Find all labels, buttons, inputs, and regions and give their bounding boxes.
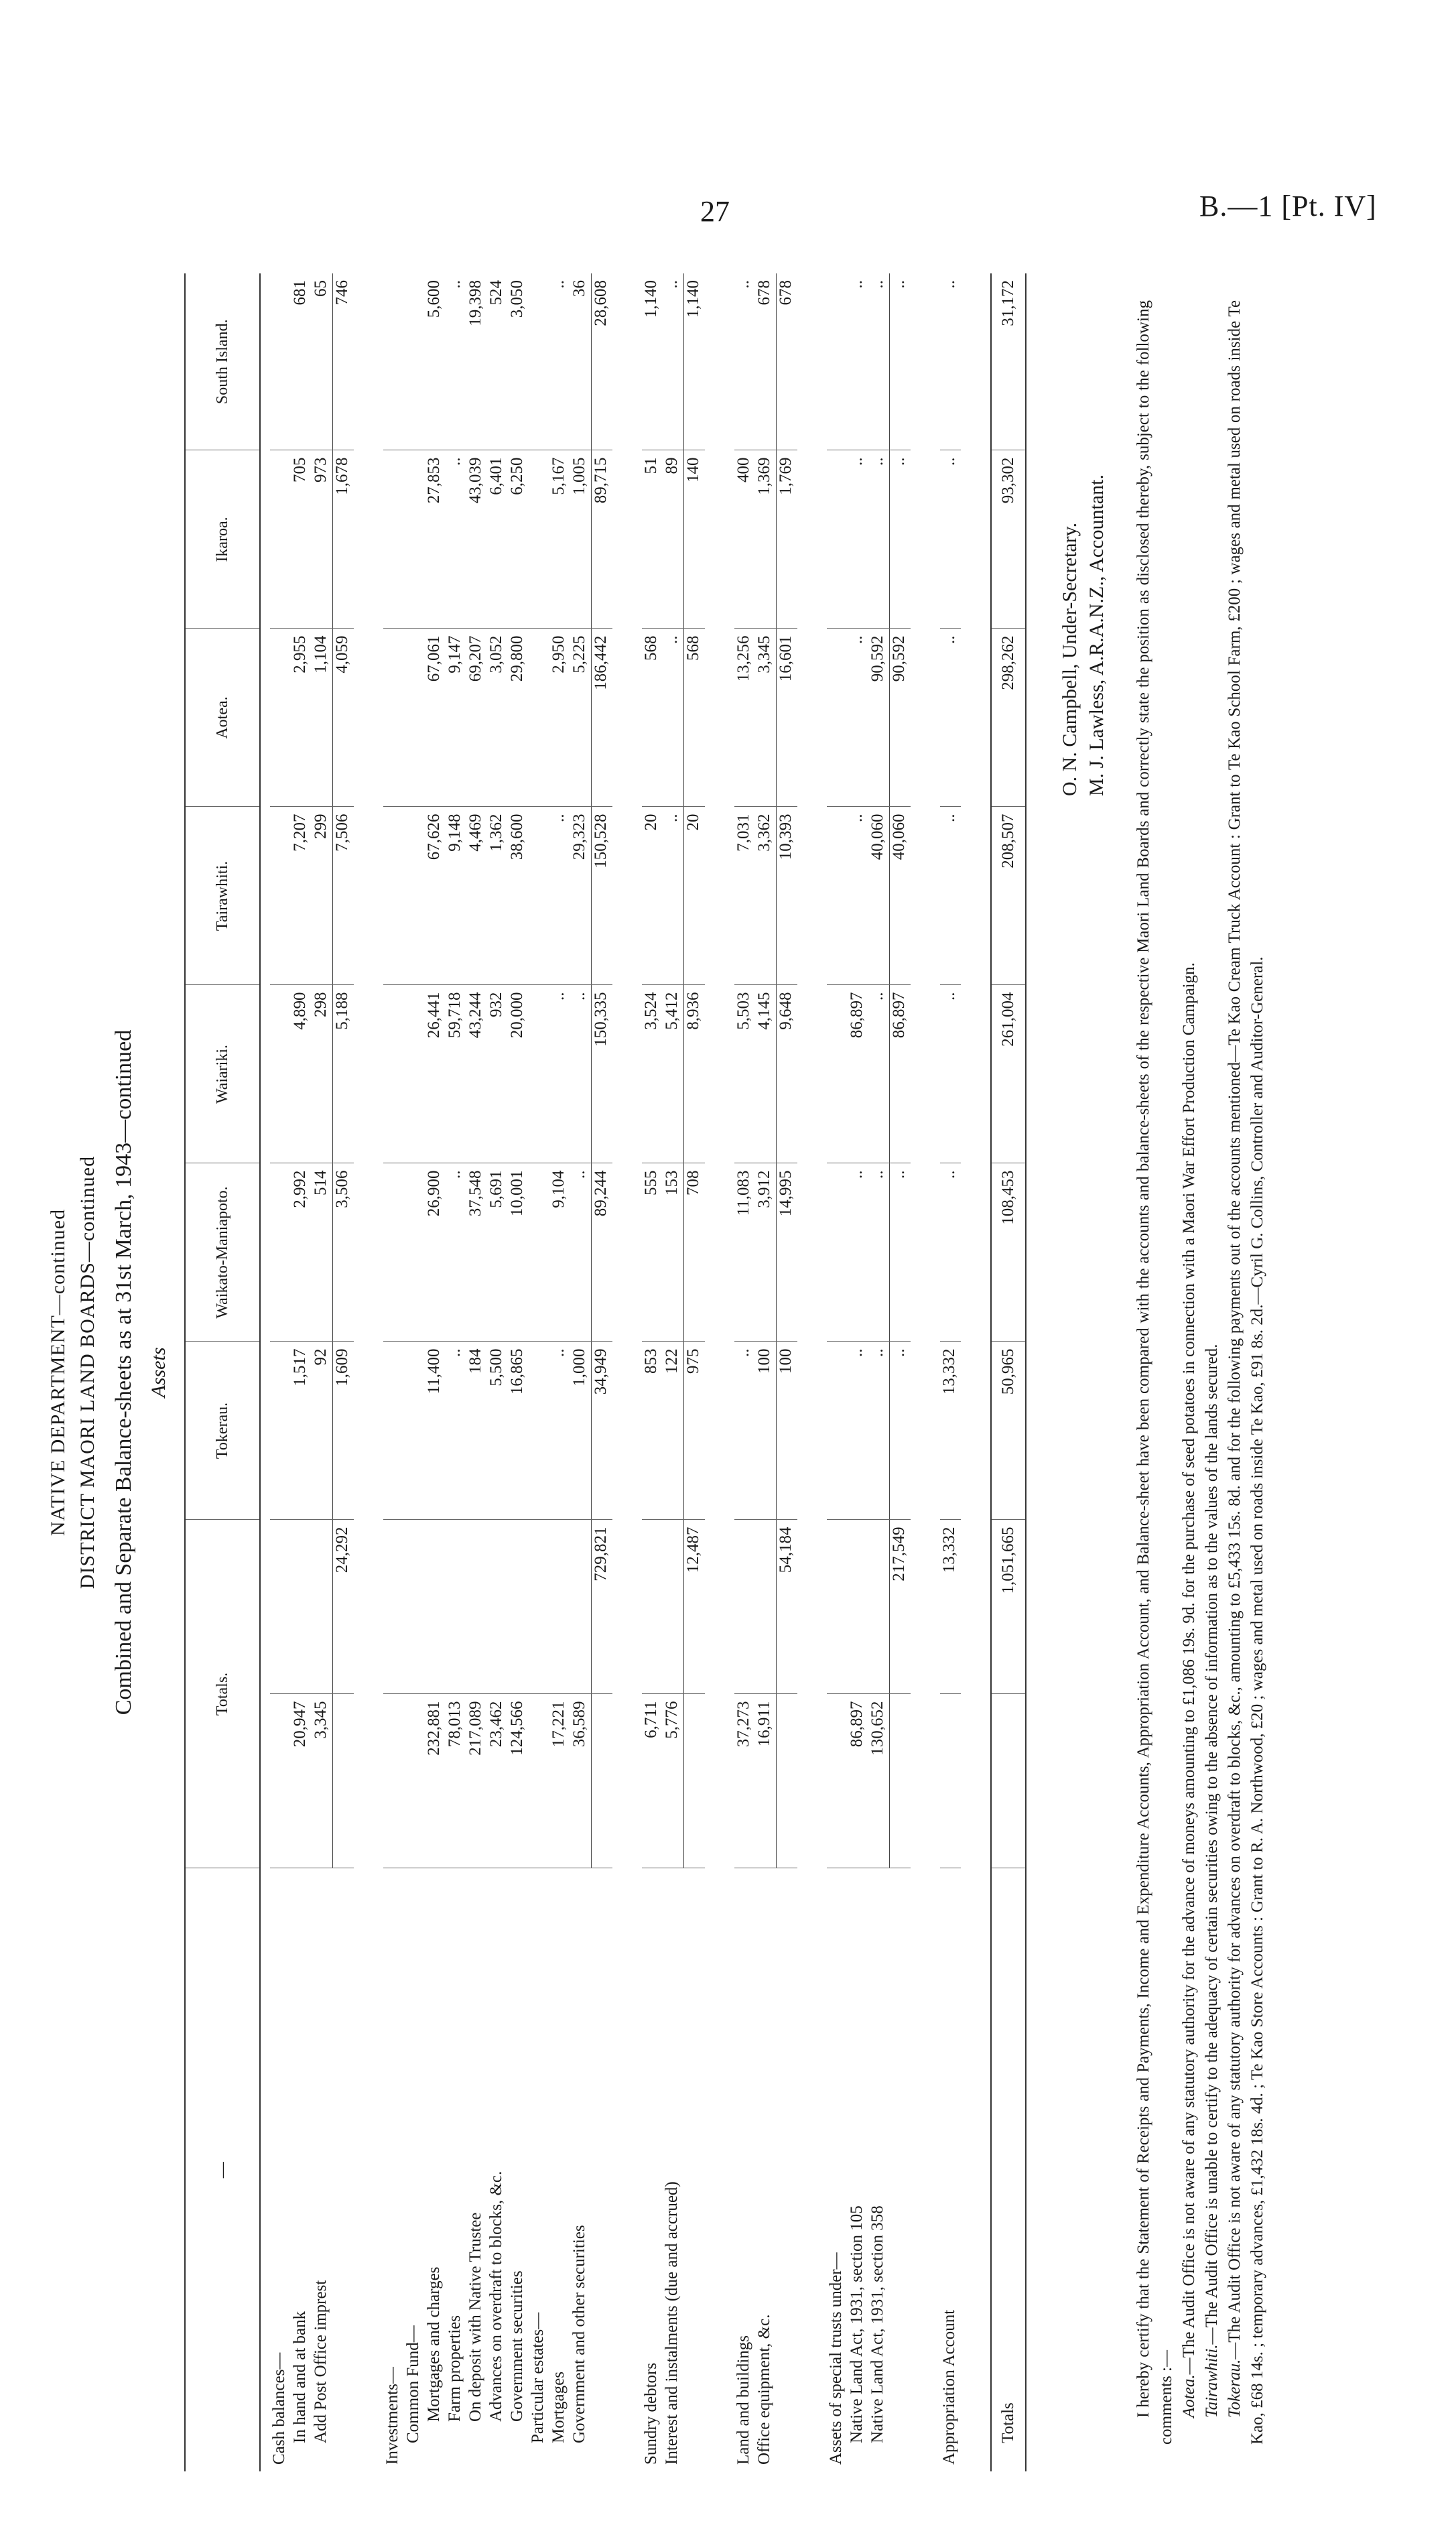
cell-value: 3,524 [642,985,663,1163]
cell-value: 3,050 [508,273,529,450]
cell-value: 26,900 [425,1163,446,1342]
table-row [570,273,592,2471]
cell-totals-items: 20,947 [291,1694,312,1868]
cell-value: 2,950 [549,629,570,807]
row-label: Office equipment, &c. [755,2314,773,2465]
page-reference: B.—1 [Pt. IV] [1199,190,1377,222]
cell-value: 20 [642,807,663,985]
comment-title: Aotea. [1180,2374,1198,2418]
cell-value: 524 [487,273,508,450]
table-row [940,273,961,2471]
table-row [312,273,333,2471]
cell-value: .. [940,629,961,807]
row-trusts-heading [827,273,848,2471]
cell-value: 3,506 [333,1163,354,1342]
cell-value: .. [663,629,684,807]
cell-totals-items: 5,776 [663,1694,684,1868]
cell-totals-sum [642,1520,663,1694]
cell-value: 89,244 [592,1163,613,1342]
cell-value: 3,362 [755,807,777,985]
cell-value: 9,104 [549,1163,570,1342]
rotated-content [47,273,1394,2471]
cell-totals-items: 17,221 [549,1694,570,1868]
cell-value: 43,244 [466,985,487,1163]
cell-value: .. [663,273,684,450]
cell-value: 208,507 [991,807,1027,985]
cell-totals-items: 217,089 [466,1694,487,1868]
cell-value: 1,104 [312,629,333,807]
cell-value: 7,506 [333,807,354,985]
cell-value: 10,001 [508,1163,529,1342]
cell-value: 4,059 [333,629,354,807]
row-label: Native Land Act, 1931, section 105 [848,2205,866,2443]
dept-heading: NATIVE DEPARTMENT—continued [47,1208,69,1537]
cell-value: .. [848,1163,868,1342]
cell-value: 1,769 [777,450,798,629]
cell-value: 514 [312,1163,333,1342]
cell-totals-sum: 13,332 [940,1520,961,1694]
cell-value: .. [446,450,466,629]
cell-value: 1,369 [755,450,777,629]
cell-totals-items [991,1694,1027,1868]
cell-totals-sum [868,1520,890,1694]
comment-tairawhiti [1201,300,1223,2445]
row-label: Add Post Office imprest [312,2280,330,2443]
table-row [592,273,613,2471]
cell-value: 38,600 [508,807,529,985]
table-row [868,273,890,2471]
cell-value: 122 [663,1342,684,1520]
cell-value: 2,955 [291,629,312,807]
cell-value: .. [549,273,570,450]
cell-value: 1,678 [333,450,354,629]
cell-totals-sum: 24,292 [333,1520,354,1694]
cell-totals-sum [549,1520,570,1694]
page-number: 27 [700,195,730,228]
table-row [663,273,684,2471]
cell-value: 1,140 [684,273,706,450]
table-row [642,273,663,2471]
row-label: Advances on overdraft to blocks, &c. [487,2171,505,2422]
cell-value: 9,147 [446,629,466,807]
cell-totals-sum [570,1520,592,1694]
cell-value: 140 [684,450,706,629]
cell-value: .. [549,1342,570,1520]
cell-value: .. [570,985,592,1163]
cell-value: 186,442 [592,629,613,807]
cell-value: .. [848,450,868,629]
row-particular-heading [529,273,549,2471]
cell-value: 678 [777,273,798,450]
cell-value: .. [734,273,755,450]
cell-value: 5,412 [663,985,684,1163]
col-tokerau: Tokerau. [185,1342,260,1520]
col-aotea: Aotea. [185,629,260,807]
row-label [890,1868,911,2471]
cell-totals-items: 3,345 [312,1694,333,1868]
cell-value: 4,890 [291,985,312,1163]
cell-value: .. [940,1163,961,1342]
row-label: Totals [991,1868,1027,2471]
table-row [446,273,466,2471]
cell-value: 7,031 [734,807,755,985]
cell-value: 4,469 [466,807,487,985]
cell-totals-sum [734,1520,755,1694]
cell-value: 20 [684,807,706,985]
cell-value: 16,601 [777,629,798,807]
cell-value: .. [890,1163,911,1342]
cell-value: 9,148 [446,807,466,985]
assets-table [184,273,1027,2471]
cell-value: 13,332 [940,1342,961,1520]
cell-value: 2,992 [291,1163,312,1342]
cell-value: 1,362 [487,807,508,985]
cell-value: 5,188 [333,985,354,1163]
cell-value: 681 [291,273,312,450]
cell-value: 3,912 [755,1163,777,1342]
cell-value: 29,800 [508,629,529,807]
row-label: Common Fund— [404,2325,422,2443]
col-south-island: South Island. [185,273,260,450]
cell-value: 6,250 [508,450,529,629]
signature-under-secretary: O. N. Campbell, Under-Secretary. [1059,522,1081,796]
cell-value: 11,083 [734,1163,755,1342]
table-row [755,273,777,2471]
cell-value: 59,718 [446,985,466,1163]
audit-certificate [1132,300,1269,2445]
cell-value: .. [570,1163,592,1342]
table-row [291,273,312,2471]
cell-value: .. [549,985,570,1163]
cell-totals-sum [446,1520,466,1694]
cell-value: .. [446,1342,466,1520]
cell-value: 555 [642,1163,663,1342]
col-tairawhiti: Tairawhiti. [185,807,260,985]
cell-value: 10,393 [777,807,798,985]
cell-totals-sum: 1,051,665 [991,1520,1027,1694]
cell-totals-sum: 54,184 [777,1520,798,1694]
row-label: Government and other securities [570,2225,588,2443]
cell-value: 708 [684,1163,706,1342]
cell-totals-items: 86,897 [848,1694,868,1868]
cell-totals-items [890,1694,911,1868]
cell-totals-items: 78,013 [446,1694,466,1868]
comment-aotea [1178,300,1201,2445]
cell-value: 19,398 [466,273,487,450]
cell-value: .. [940,985,961,1163]
cell-totals-sum [508,1520,529,1694]
cell-value: 8,936 [684,985,706,1163]
cell-value: 11,400 [425,1342,446,1520]
cell-value: 298,262 [991,629,1027,807]
cell-totals-items: 36,589 [570,1694,592,1868]
cell-value: 150,528 [592,807,613,985]
row-label: In hand and at bank [291,2311,309,2443]
cell-value: .. [868,1163,890,1342]
certificate-intro: I hereby certify that the Statement of Receipts and Payments, Income and Expenditure Accounts, Appropriation Account, and Balance-sheet have been compared with the accounts and balance-sheets of the respective Maori Land Boards and correctly state the position as disclosed thereby, subject to the following comments :— [1134,300,1175,2445]
row-label: On deposit with Native Trustee [466,2212,484,2422]
table-row [848,273,868,2471]
cell-value: 298 [312,985,333,1163]
cell-totals-sum [425,1520,446,1694]
cell-value: 153 [663,1163,684,1342]
cell-value: 1,000 [570,1342,592,1520]
comment-text: —The Audit Office is not aware of any statutory authority for the advance of moneys amounting to £1,086 19s. 9d. for the purchase of seed potatoes in connection with a Maori War Effort Production Campaign. [1180,962,1198,2375]
cell-totals-items [777,1694,798,1868]
cell-value: 568 [684,629,706,807]
comment-text: —The Audit Office is not aware of any statutory authority for advances on overdraft to blocks, &c., amounting to £5,433 15s. 8d. and for the following payments out of the accounts mentioned—Te Kao Cream Truck Account : Grant to Te Kao School Farm, £200 ; wages and metal used on roads inside Te Kao, £68 14s. ; temporary advances, £1,432 18s. 4d. ; Te Kao Store Accounts : Grant to R. A. Northwood, £20 ; wages and metal used on roads inside Te Kao, £91 8s. 2d.—Cyril G. Collins, Controller and Auditor-General. [1226,300,1266,2445]
table-row [466,273,487,2471]
table-row [487,273,508,2471]
cell-value: 14,995 [777,1163,798,1342]
cell-value: 50,965 [991,1342,1027,1520]
cell-value: 150,335 [592,985,613,1163]
cell-value: 40,060 [868,807,890,985]
cell-value: 1,609 [333,1342,354,1520]
row-label [777,1868,798,2471]
cell-value: 100 [777,1342,798,1520]
row-label: Appropriation Account [940,2309,958,2465]
cell-value: 69,207 [466,629,487,807]
cell-totals-items: 6,711 [642,1694,663,1868]
cell-value: 7,207 [291,807,312,985]
comment-tokerau [1223,300,1269,2445]
cell-value: 400 [734,450,755,629]
row-label: Investments— [383,2367,401,2465]
cell-value: .. [940,450,961,629]
col-waikato: Waikato-Maniapoto. [185,1163,260,1342]
row-label: Government securities [508,2270,526,2422]
row-investments-heading [383,273,404,2471]
table-row [890,273,911,2471]
cell-totals-items [684,1694,706,1868]
assets-subtitle: Assets [147,1347,170,1398]
cell-value: .. [868,1342,890,1520]
table-row [508,273,529,2471]
cell-totals-items [592,1694,613,1868]
cell-totals-sum [466,1520,487,1694]
cell-totals-items: 37,273 [734,1694,755,1868]
row-label: Assets of special trusts under— [827,2252,845,2465]
cell-value: 3,345 [755,629,777,807]
row-cash-heading [270,273,291,2471]
row-label: Interest and instalments (due and accrued) [663,2181,681,2465]
cell-value: 100 [755,1342,777,1520]
cell-value: .. [868,273,890,450]
cell-totals-sum [848,1520,868,1694]
table-header [185,273,260,2471]
cell-value: 973 [312,450,333,629]
cell-value: 20,000 [508,985,529,1163]
cell-totals-sum: 217,549 [890,1520,911,1694]
cell-value: .. [868,450,890,629]
cell-value: .. [940,807,961,985]
row-label [592,1868,613,2471]
row-label: Cash balances— [270,2352,288,2465]
cell-value: 28,608 [592,273,613,450]
cell-value: 746 [333,273,354,450]
cell-value: 108,453 [991,1163,1027,1342]
table-row [734,273,755,2471]
col-totals: Totals. [185,1520,260,1868]
cell-totals-items: 124,566 [508,1694,529,1868]
row-label [684,1868,706,2471]
comment-title: Tairawhiti. [1203,2344,1221,2418]
cell-value: 975 [684,1342,706,1520]
row-label: Sundry debtors [642,2362,660,2465]
cell-value: 89,715 [592,450,613,629]
col-ikaroa: Ikaroa. [185,450,260,629]
cell-value: 16,865 [508,1342,529,1520]
row-label: Mortgages [549,2372,568,2443]
cell-value: .. [940,273,961,450]
cell-value: 1,005 [570,450,592,629]
table-row [549,273,570,2471]
cell-value: 932 [487,985,508,1163]
signature-accountant: M. J. Lawless, A.R.A.N.Z., Accountant. [1085,474,1108,796]
cell-value: 853 [642,1342,663,1520]
cell-value: 5,225 [570,629,592,807]
cell-value: 568 [642,629,663,807]
cell-value: 36 [570,273,592,450]
row-label: Mortgages and charges [425,2266,443,2422]
cell-value: 299 [312,807,333,985]
cell-value: 51 [642,450,663,629]
col-waiariki: Waiariki. [185,985,260,1163]
cell-totals-items: 130,652 [868,1694,890,1868]
cell-totals-items [333,1694,354,1868]
cell-value: 1,517 [291,1342,312,1520]
cell-value: 86,897 [848,985,868,1163]
row-label: Native Land Act, 1931, section 358 [868,2205,886,2443]
cell-value: .. [848,629,868,807]
cell-value: 184 [466,1342,487,1520]
cell-value: 67,061 [425,629,446,807]
cell-value: 89 [663,450,684,629]
cell-value: 9,648 [777,985,798,1163]
cell-value: 43,039 [466,450,487,629]
row-label [333,1868,354,2471]
cell-totals-sum [312,1520,333,1694]
cell-totals-sum: 12,487 [684,1520,706,1694]
cell-value: .. [848,1342,868,1520]
row-label: Land and buildings [734,2335,752,2465]
cell-value: 5,500 [487,1342,508,1520]
cell-totals-items: 23,462 [487,1694,508,1868]
cell-value: 1,140 [642,273,663,450]
cell-value: 5,691 [487,1163,508,1342]
cell-value: 705 [291,450,312,629]
cell-value: 6,401 [487,450,508,629]
cell-value: 40,060 [890,807,911,985]
cell-totals-items: 16,911 [755,1694,777,1868]
cell-value: .. [734,1342,755,1520]
table-row [333,273,354,2471]
cell-value: 67,626 [425,807,446,985]
cell-value: 37,548 [466,1163,487,1342]
cell-value: .. [848,807,868,985]
cell-value: 5,503 [734,985,755,1163]
balance-sheet-title: Combined and Separate Balance-sheets as at 31st March, 1943—continued [111,1029,136,1715]
cell-value: 90,592 [890,629,911,807]
table-row [991,273,1027,2471]
cell-value: 13,256 [734,629,755,807]
cell-value: 29,323 [570,807,592,985]
cell-value: 31,172 [991,273,1027,450]
cell-totals-sum [755,1520,777,1694]
row-label: Farm properties [446,2315,464,2422]
cell-value: .. [446,1163,466,1342]
cell-value: 3,052 [487,629,508,807]
boards-heading: DISTRICT MAORI LAND BOARDS—continued [76,1155,98,1590]
row-label: Particular estates— [529,2312,547,2443]
cell-value: 5,600 [425,273,446,450]
row-common-fund-heading [404,273,425,2471]
cell-value: 90,592 [868,629,890,807]
cell-value: 4,145 [755,985,777,1163]
cell-value: .. [446,273,466,450]
cell-totals-items [940,1694,961,1868]
cell-totals-sum [663,1520,684,1694]
table-row [684,273,706,2471]
cell-value: .. [663,807,684,985]
cell-totals-sum: 729,821 [592,1520,613,1694]
cell-totals-items: 232,881 [425,1694,446,1868]
cell-value: 93,302 [991,450,1027,629]
cell-value: 65 [312,273,333,450]
table-row [777,273,798,2471]
cell-totals-sum [487,1520,508,1694]
cell-value: 5,167 [549,450,570,629]
cell-value: 27,853 [425,450,446,629]
cell-value: 86,897 [890,985,911,1163]
table-row [425,273,446,2471]
cell-value: 26,441 [425,985,446,1163]
cell-value: 261,004 [991,985,1027,1163]
comment-text: —The Audit Office is unable to certify to the adequacy of certain securities owing to the absence of information as to the values of the lands secured. [1203,1344,1221,2345]
comment-title: Tokerau. [1226,2359,1244,2418]
cell-value: 92 [312,1342,333,1520]
cell-value: .. [890,1342,911,1520]
cell-value: 678 [755,273,777,450]
cell-value: .. [890,450,911,629]
cell-value: .. [848,273,868,450]
col-label: — [185,1868,260,2471]
cell-value: .. [890,273,911,450]
cell-value: .. [549,807,570,985]
cell-value: .. [868,985,890,1163]
cell-value: 34,949 [592,1342,613,1520]
cell-totals-sum [291,1520,312,1694]
